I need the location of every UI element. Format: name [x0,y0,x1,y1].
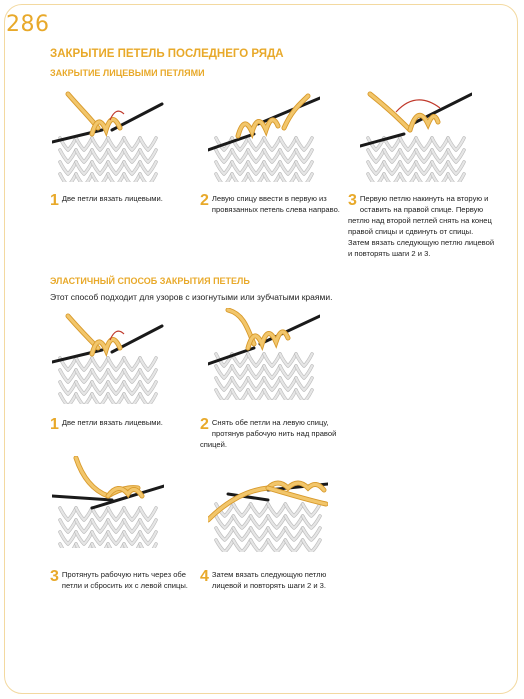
knitted-fabric [60,138,156,182]
step-a1-caption [50,193,190,209]
step-text: Две петли вязать лицевыми. [61,418,163,427]
illustration-a2-svg [208,90,320,182]
page-number: 286 [6,12,50,37]
illustration-b2-svg [208,308,320,400]
knitting-needle [260,316,320,344]
step-number: 2 [200,192,209,209]
knitted-fabric [216,354,312,400]
illustration-b4-svg [208,460,328,552]
step-text: Снять обе петли на левую спицу, протянув рабочую нить над правой спицей. [200,418,337,449]
illustration-a2 [208,90,320,182]
illustration-b4 [208,460,328,552]
knitted-fabric [216,138,312,182]
step-b4-caption [200,569,340,591]
step-number: 3 [50,568,59,585]
illustration-b1 [52,312,164,404]
illustration-b3 [52,456,164,548]
illustration-b3-svg [52,456,164,548]
knitted-fabric [216,504,320,552]
step-number: 3 [348,192,357,209]
illustration-a3-svg [360,90,472,182]
step-number: 1 [50,192,59,209]
step-a3-caption [348,193,496,259]
section2-title: ЭЛАСТИЧНЫЙ СПОСОБ ЗАКРЫТИЯ ПЕТЕЛЬ [50,276,250,286]
illustration-b2 [208,308,320,400]
illustration-a1-svg [52,90,164,182]
illustration-b1-svg [52,312,164,404]
direction-arrow [396,100,440,112]
step-b2-caption [200,417,340,450]
step-b3-caption [50,569,190,591]
step-text: Протянуть рабочую нить через обе петли и сбросить их с левой спицы. [61,570,188,590]
section2-intro: Этот способ подходит для узоров с изогнутыми или зубчатыми краями. [50,292,333,302]
illustration-a1 [52,90,164,182]
step-text: Затем вязать следующую петлю лицевой и повторять шаги 2 и 3. [211,570,327,590]
knitted-fabric [368,138,464,182]
knitted-fabric [60,358,156,404]
illustration-a3 [360,90,472,182]
step-a2-caption [200,193,345,215]
step-number: 4 [200,568,209,585]
page-title: ЗАКРЫТИЕ ПЕТЕЛЬ ПОСЛЕДНЕГО РЯДА [50,48,284,60]
step-b1-caption [50,417,190,433]
knitting-needle [412,94,472,124]
knitted-fabric [60,508,156,548]
step-text: Две петли вязать лицевыми. [61,194,163,203]
section-subtitle: ЗАКРЫТИЕ ЛИЦЕВЫМИ ПЕТЛЯМИ [50,68,205,78]
step-text: Первую петлю накинуть на вторую и оставить на правой спице. Первую петлю над второй петлей снять на конец правой спицы и сдвинуть от спицы. Затем вязать следующую петлю лицевой и повторять шаги 2 и 3. [348,194,495,258]
step-number: 2 [200,416,209,433]
step-number: 1 [50,416,59,433]
knitting-needle [52,496,112,500]
step-text: Левую спицу ввести в первую из провязанных петель слева направо. [211,194,340,214]
